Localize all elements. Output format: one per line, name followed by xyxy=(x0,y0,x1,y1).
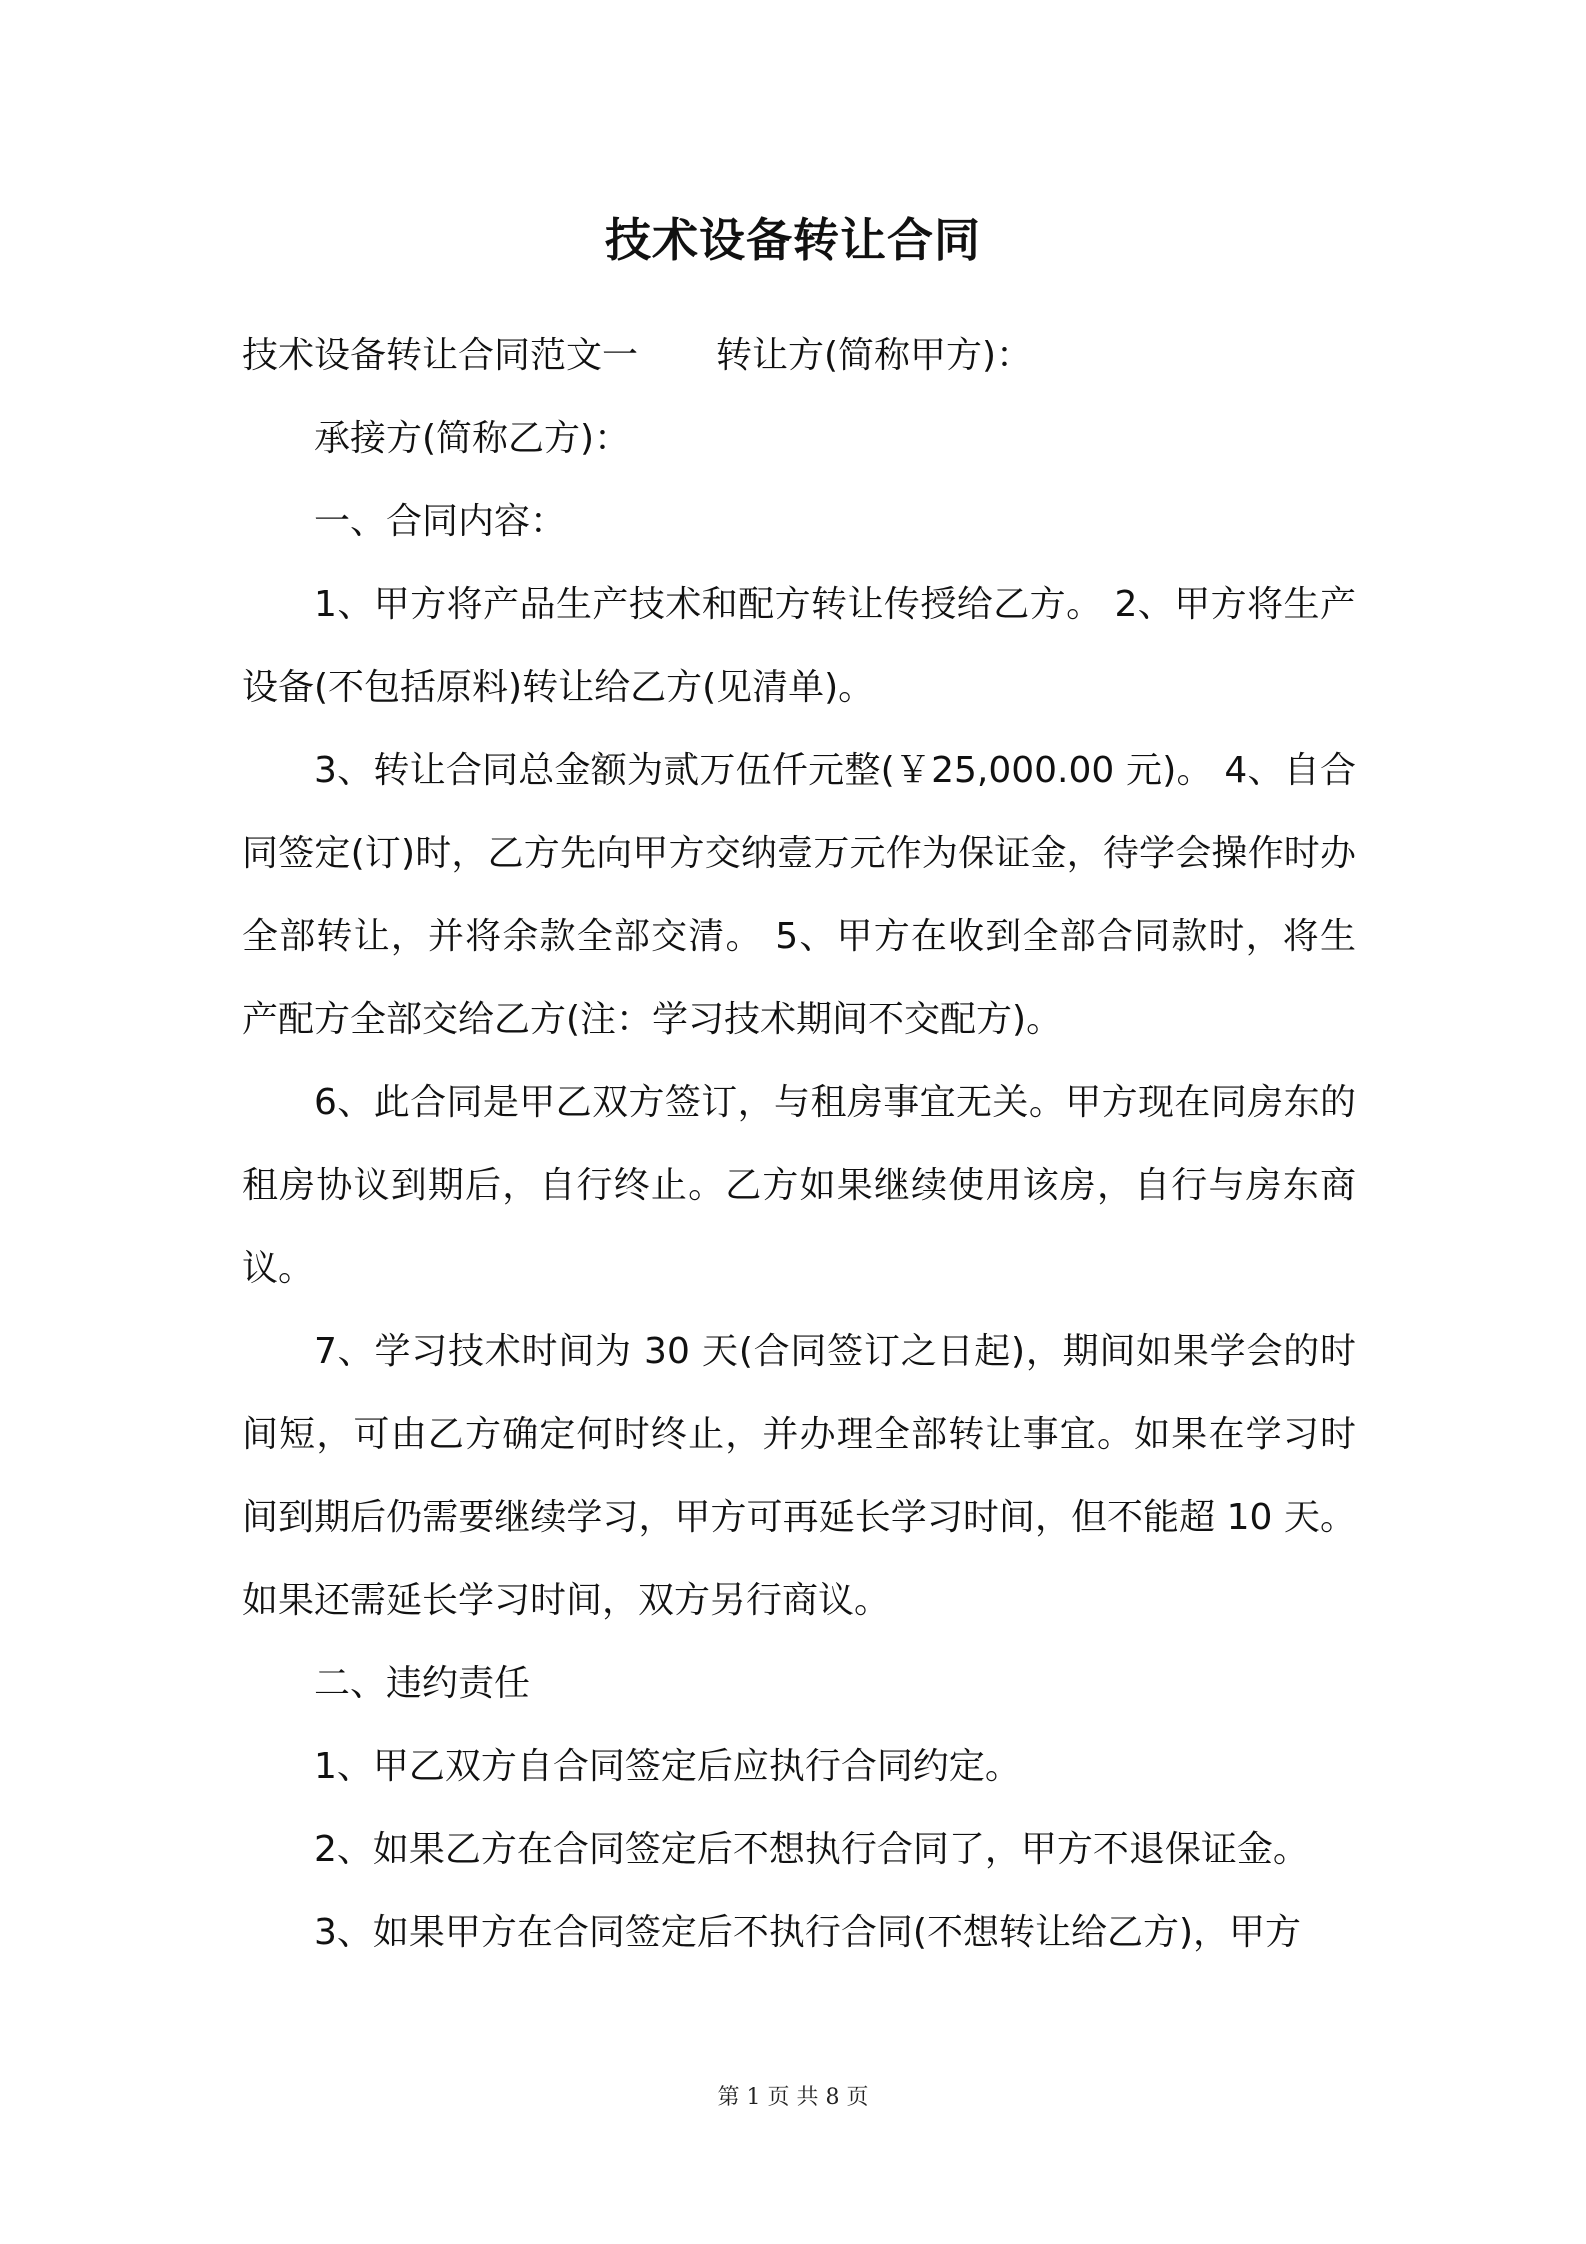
page-number: 第 1 页 共 8 页 xyxy=(717,2085,869,2110)
party-b-label: 承接方(简称乙方)： xyxy=(314,418,631,459)
clause-paragraph: 1、甲乙双方自合同签定后应执行合同约定。 xyxy=(314,1746,1021,1787)
intro-line xyxy=(242,314,1356,397)
document-label: 技术设备转让合同范文一 xyxy=(242,335,639,376)
clause-paragraph: 1、甲方将产品生产技术和配方转让传授给乙方。 2、甲方将生产设备(不包括原料)转让给乙方(见清单)。 xyxy=(242,584,1356,708)
section-heading-liability: 二、违约责任 xyxy=(314,1663,531,1704)
clause-paragraph: 3、如果甲方在合同签定后不执行合同(不想转让给乙方)，甲方 xyxy=(314,1912,1301,1953)
clause-paragraph: 7、学习技术时间为 30 天(合同签订之日起)，期间如果学会的时间短，可由乙方确定何时终止，并办理全部转让事宜。如果在学习时间到期后仍需要继续学习，甲方可再延长学习时间，但不能超 10 天。如果还需延长学习时间，双方另行商议。 xyxy=(242,1331,1356,1621)
clause-paragraph: 6、此合同是甲乙双方签订，与租房事宜无关。甲方现在同房东的租房协议到期后，自行终止。乙方如果继续使用该房，自行与房东商议。 xyxy=(242,1082,1356,1289)
clause-paragraph: 3、转让合同总金额为贰万伍仟元整(￥25,000.00 元)。 4、自合同签定(订)时，乙方先向甲方交纳壹万元作为保证金，待学会操作时办全部转让，并将余款全部交清。 5、甲方在收到全部合同款时，将生产配方全部交给乙方(注：学习技术期间不交配方)。 xyxy=(242,750,1356,1040)
section-heading-contract-content: 一、合同内容： xyxy=(314,501,567,542)
party-a-label: 转让方(简称甲方)： xyxy=(716,335,1033,376)
document-body xyxy=(242,314,1356,1974)
document-title: 技术设备转让合同 xyxy=(605,213,981,267)
clause-paragraph: 2、如果乙方在合同签定后不想执行合同了，甲方不退保证金。 xyxy=(314,1829,1309,1870)
